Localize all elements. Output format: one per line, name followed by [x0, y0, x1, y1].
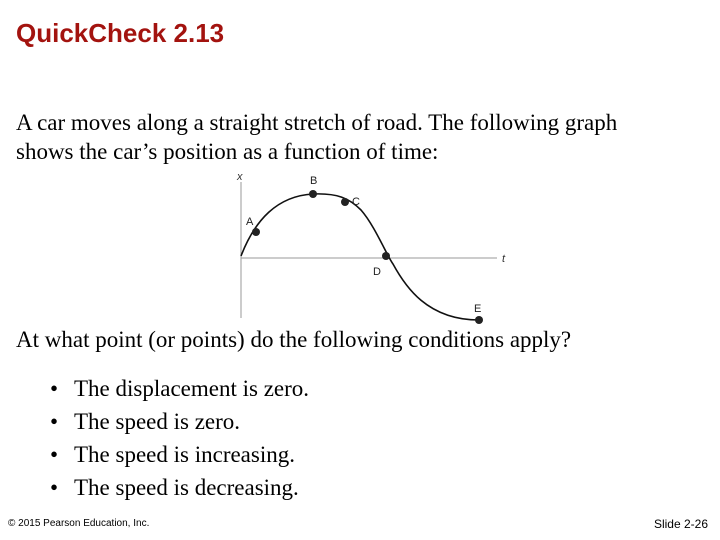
- list-item: [50, 471, 309, 504]
- point-d-marker: [382, 252, 390, 260]
- slide-number: Slide 2-26: [653, 517, 708, 531]
- point-e-marker: [475, 316, 483, 324]
- condition-text: The speed is increasing.: [74, 442, 295, 467]
- conditions-list: [50, 372, 309, 504]
- condition-text: The displacement is zero.: [74, 376, 310, 401]
- point-a-marker: [252, 228, 260, 236]
- position-time-graph: [225, 168, 515, 328]
- list-item: [50, 405, 309, 438]
- point-d-label: D: [373, 266, 381, 278]
- list-item: [50, 372, 309, 405]
- position-curve: [241, 194, 482, 320]
- x-axis-label: t: [502, 253, 506, 265]
- condition-text: The speed is decreasing.: [74, 475, 299, 500]
- bullet-marker: •: [50, 442, 59, 467]
- slide-title: QuickCheck 2.13: [16, 18, 225, 48]
- bullet-marker: •: [50, 409, 59, 434]
- question-text: At what point (or points) do the following conditions apply?: [16, 327, 572, 352]
- bullet-marker: •: [50, 376, 59, 401]
- point-b-label: B: [310, 175, 318, 187]
- point-e-label: E: [474, 303, 482, 315]
- intro-text: A car moves along a straight stretch of road. The following graph shows the car’s position as a function of time:: [16, 110, 618, 164]
- condition-text: The speed is zero.: [74, 409, 241, 434]
- copyright-notice: © 2015 Pearson Education, Inc.: [8, 518, 150, 529]
- bullet-marker: •: [50, 475, 59, 500]
- point-b-marker: [309, 190, 317, 198]
- point-c-marker: [341, 198, 349, 206]
- point-a-label: A: [246, 216, 254, 228]
- list-item: [50, 438, 309, 471]
- point-c-label: C: [352, 196, 360, 208]
- y-axis-label: x: [237, 171, 243, 183]
